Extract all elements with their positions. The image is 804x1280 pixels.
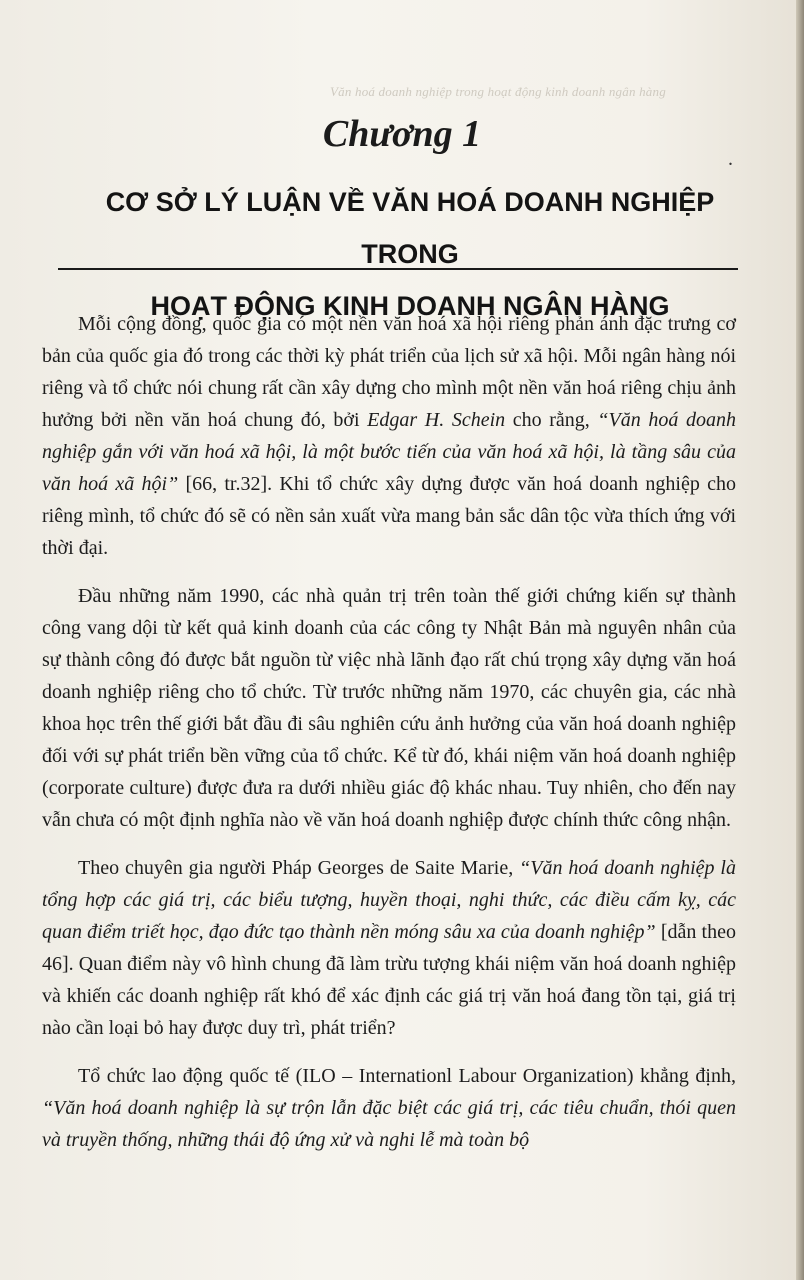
running-header: Văn hoá doanh nghiệp trong hoạt động kinh doanh ngân hàng [330, 84, 666, 99]
p3-text-b: [dẫn theo 46]. Quan điểm này vô hình chung đã làm trừu tượng khái niệm văn hoá doanh nghiệp và khiến các doanh nghiệp rất khó để xác định các giá trị văn hoá đang tồn tại, giá trị nào cần loại bỏ hay được duy trì, phát triển? [42, 921, 736, 1039]
p1-text-c: [66, tr.32]. Khi tổ chức xây dựng được văn hoá doanh nghiệp cho riêng mình, tổ chức đó sẽ có nền sản xuất vừa mang bản sắc dân tộc vừa thích ứng với thời đại. [42, 473, 736, 559]
title-underline [58, 268, 738, 270]
p4-text-a: Tổ chức lao động quốc tế (ILO – Internationl Labour Organization) khẳng định, [78, 1065, 736, 1087]
paragraph-4 [42, 1060, 736, 1156]
p1-text-a: Mỗi cộng đồng, quốc gia có một nền văn hoá xã hội riêng phản ánh đặc trưng cơ bản của quốc gia đó trong các thời kỳ phát triển của lịch sử xã hội. Mỗi ngân hàng nói riêng và tổ chức nói chung rất cần xây dựng cho mình một nền văn hoá riêng chịu ảnh hưởng bởi nền văn hoá chung đó, bởi [42, 313, 736, 431]
p1-quote: “Văn hoá doanh nghiệp gắn với văn hoá xã hội, là một bước tiến của văn hoá xã hội, là tầng sâu của văn hoá xã hội” [42, 409, 736, 495]
p1-author: Edgar H. Schein [367, 409, 506, 431]
chapter-title-line-1: CƠ SỞ LÝ LUẬN VỀ VĂN HOÁ DOANH NGHIỆP TRONG [105, 187, 715, 269]
paragraph-2: Đầu những năm 1990, các nhà quản trị trên toàn thế giới chứng kiến sự thành công vang dội từ kết quả kinh doanh của các công ty Nhật Bản mà nguyên nhân của sự thành công đó được bắt nguồn từ việc nhà lãnh đạo rất chú trọng xây dựng văn hoá doanh nghiệp riêng cho tổ chức. Từ trước những năm 1970, các chuyên gia, các nhà khoa học trên thế giới bắt đầu đi sâu nghiên cứu ảnh hưởng của văn hoá doanh nghiệp đối với sự phát triển bền vững của tổ chức. Kể từ đó, khái niệm văn hoá doanh nghiệp (corporate culture) được đưa ra dưới nhiều giác độ khác nhau. Tuy nhiên, cho đến nay vẫn chưa có một định nghĩa nào về văn hoá doanh nghiệp được chính thức công nhận. [42, 585, 736, 831]
paragraph-1 [42, 308, 736, 564]
p3-text-a: Theo chuyên gia người Pháp Georges de Saite Marie, [78, 857, 520, 879]
p3-quote: “Văn hoá doanh nghiệp là tổng hợp các giá trị, các biểu tượng, huyền thoại, nghi thức, các điều cấm kỵ, các quan điểm triết học, đạo đức tạo thành nền móng sâu xa của doanh nghiệp” [42, 857, 736, 943]
chapter-label: Chương 1 [322, 113, 482, 155]
body-text [42, 308, 736, 1172]
stray-mark: . [728, 148, 733, 170]
p1-text-b: cho rằng, [505, 409, 598, 431]
paragraph-3 [42, 852, 736, 1044]
chapter-title-line-2: HOẠT ĐỘNG KINH DOANH NGÂN HÀNG [150, 291, 670, 321]
page-edge-shadow [796, 0, 804, 1280]
p4-quote: “Văn hoá doanh nghiệp là sự trộn lẫn đặc biệt các giá trị, các tiêu chuẩn, thói quen và truyền thống, những thái độ ứng xử và nghi lễ mà toàn bộ [42, 1097, 736, 1151]
